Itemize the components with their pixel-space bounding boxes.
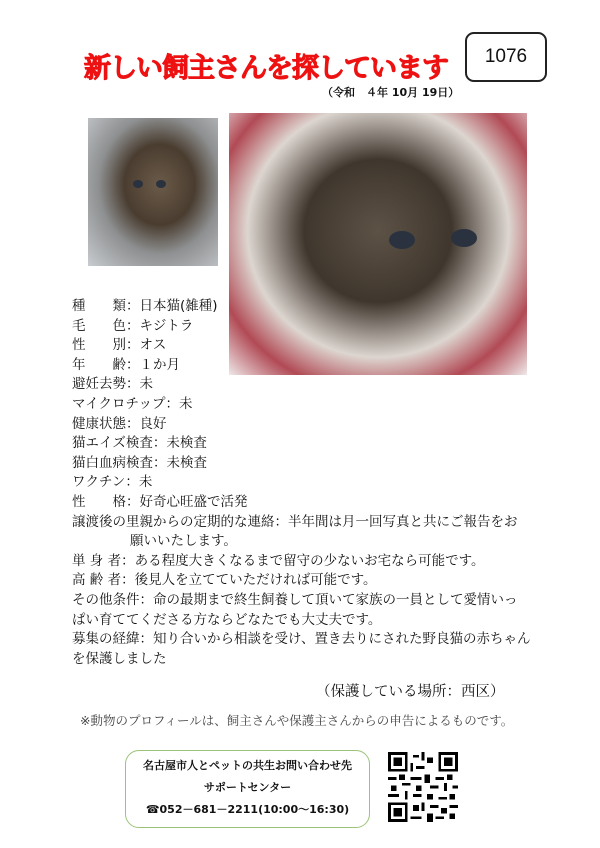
profile-line: 毛 色：キジトラ [72, 317, 194, 334]
profile-line: 譲渡後の里親からの定期的な連絡：半年間は月一回写真と共にご報告をお [72, 513, 518, 530]
contact-org: 名古屋市人とペットの共生お問い合わせ先 [143, 759, 352, 772]
profile-line: ぱい育ててくださる方ならどなたでも大丈夫です。 [72, 611, 382, 628]
contact-phone: ☎052－681－2211(10:00～16:30) [145, 803, 350, 816]
profile-info [72, 297, 530, 669]
profile-line: 健康状態：良好 [72, 415, 167, 432]
qr-code-icon[interactable] [388, 752, 458, 822]
contact-box [125, 750, 370, 828]
profile-line: 猫エイズ検査：未検査 [72, 435, 207, 452]
profile-line: 性 別：オス [72, 337, 167, 354]
profile-line: 猫白血病検査：未検査 [72, 454, 207, 471]
profile-line: 願いいたします。 [130, 533, 237, 550]
profile-line: マイクロチップ：未 [72, 395, 193, 412]
profile-line: 年 齢：１か月 [72, 356, 180, 373]
profile-line: その他条件：命の最期まで終生飼養して頂いて家族の一員として愛情いっ [72, 591, 518, 608]
profile-line: 性 格：好奇心旺盛で活発 [72, 493, 248, 510]
profile-line: 避妊去勢：未 [72, 376, 153, 393]
profile-line: を保護しました [72, 650, 167, 667]
protection-location: （保護している場所：西区） [316, 684, 505, 700]
profile-line: 単 身 者：ある程度大きくなるまで留守の少ないお宅なら可能です。 [72, 552, 485, 569]
kitten-photo-small [88, 118, 218, 266]
profile-line: 高 齢 者：後見人を立てていただければ可能です。 [72, 572, 377, 589]
disclaimer-note: ※動物のプロフィールは、飼主さんや保護主さんからの申告によるものです。 [80, 713, 514, 728]
profile-line: 募集の経緯：知り合いから相談を受け、置き去りにされた野良猫の赤ちゃん [72, 631, 531, 648]
profile-line: 種 類：日本猫(雑種) [72, 298, 218, 314]
contact-center: サポートセンター [203, 781, 292, 794]
page-title: 新しい飼主さんを探しています [84, 53, 448, 84]
id-number-box: 1076 [465, 32, 547, 82]
profile-line: ワクチン：未 [72, 474, 153, 491]
date: （令和 ４年 10月 19日） [322, 86, 460, 99]
